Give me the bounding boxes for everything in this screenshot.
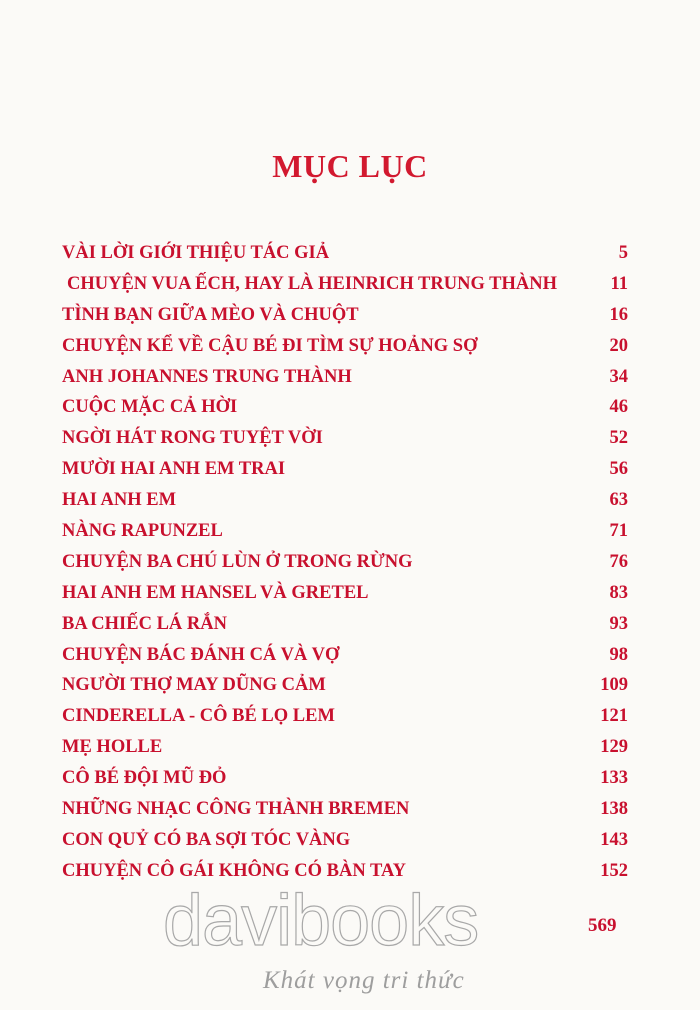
toc-entry-page: 143 [600, 829, 628, 850]
toc-entry [62, 640, 628, 671]
toc-entry [62, 701, 628, 732]
toc-entry [62, 300, 628, 331]
toc-entry-title: CÔ BÉ ĐỘI MŨ ĐỎ [62, 768, 227, 789]
toc-entry [62, 362, 628, 393]
toc-entry-title: VÀI LỜI GIỚI THIỆU TÁC GIẢ [62, 243, 330, 263]
toc-entry-title: CINDERELLA - CÔ BÉ LỌ LEM [62, 706, 335, 727]
toc-entry [62, 485, 628, 516]
toc-entry-title: HAI ANH EM HANSEL VÀ GRETEL [62, 582, 369, 603]
toc-entry [62, 516, 628, 547]
toc-entry [62, 392, 628, 423]
toc-entry-title: ANH JOHANNES TRUNG THÀNH [62, 366, 352, 387]
toc-entry-page: 16 [609, 304, 628, 325]
toc-entry [62, 269, 628, 300]
toc-entry-page: 52 [609, 428, 628, 449]
toc-entry-title: CHUYỆN BA CHÚ LÙN Ở TRONG RỪNG [62, 551, 413, 572]
toc-entry-title: CHUYỆN CÔ GÁI KHÔNG CÓ BÀN TAY [62, 860, 407, 881]
toc-entry-title: BA CHIẾC LÁ RẮN [62, 613, 227, 634]
toc-entry-title: NGỜI HÁT RONG TUYỆT VỜI [62, 428, 323, 449]
toc-entry [62, 454, 628, 485]
toc-entry-page: 56 [609, 459, 628, 480]
toc-entry-title: CUỘC MẶC CẢ HỜI [62, 397, 238, 418]
toc-entry [62, 547, 628, 578]
toc-entry [62, 825, 628, 856]
toc-entry [62, 763, 628, 794]
toc-entry-page: 129 [600, 737, 628, 758]
toc-entry-page: 20 [609, 335, 628, 356]
toc-entry [62, 670, 628, 701]
toc-entry [62, 794, 628, 825]
toc-entry-title: NÀNG RAPUNZEL [62, 521, 223, 542]
toc-entry-page: 93 [609, 613, 628, 634]
toc-entry [62, 578, 628, 609]
toc-entry-title: NGƯỜI THỢ MAY DŨNG CẢM [62, 675, 326, 696]
toc-entry-page: 152 [600, 860, 628, 881]
toc-entry-page: 76 [609, 551, 628, 572]
toc-entry-title: MƯỜI HAI ANH EM TRAI [62, 459, 286, 480]
toc-entry-page: 133 [600, 768, 628, 789]
toc-entry [62, 331, 628, 362]
toc-entry-title: CHUYỆN VUA ẾCH, HAY LÀ HEINRICH TRUNG THÀNH [67, 273, 557, 294]
watermark-logo: davibooks [163, 881, 479, 961]
toc-entry [62, 423, 628, 454]
toc-entry-page: 11 [610, 273, 628, 294]
toc-entry-page: 63 [609, 490, 628, 511]
toc-entry-page: 83 [609, 582, 628, 603]
toc-entry-page: 5 [618, 243, 628, 263]
toc-entry-title: HAI ANH EM [62, 490, 177, 511]
toc-entry-title: CHUYỆN BÁC ĐÁNH CÁ VÀ VỢ [62, 644, 340, 665]
page-title: MỤC LỤC [272, 148, 428, 184]
watermark-slogan: Khát vọng tri thức [263, 967, 465, 994]
toc-entry-title: CON QUỶ CÓ BA SỢI TÓC VÀNG [62, 829, 351, 850]
page-number: 569 [588, 915, 617, 936]
toc-entry [62, 732, 628, 763]
toc-entry-page: 138 [600, 799, 628, 820]
toc-entry [62, 238, 628, 269]
toc-entry-page: 98 [609, 644, 628, 665]
toc-entry-page: 71 [609, 521, 628, 542]
table-of-contents [62, 238, 628, 887]
toc-entry-title: NHỮNG NHẠC CÔNG THÀNH BREMEN [62, 799, 410, 820]
toc-entry-title: CHUYỆN KỂ VỀ CẬU BÉ ĐI TÌM SỰ HOẢNG SỢ [62, 335, 478, 356]
toc-entry [62, 609, 628, 640]
toc-entry-title: MẸ HOLLE [62, 737, 163, 758]
toc-entry-page: 46 [609, 397, 628, 418]
toc-entry-page: 121 [600, 706, 628, 727]
toc-entry-page: 109 [600, 675, 628, 696]
toc-entry-page: 34 [609, 366, 628, 387]
toc-entry-title: TÌNH BẠN GIỮA MÈO VÀ CHUỘT [62, 304, 359, 325]
